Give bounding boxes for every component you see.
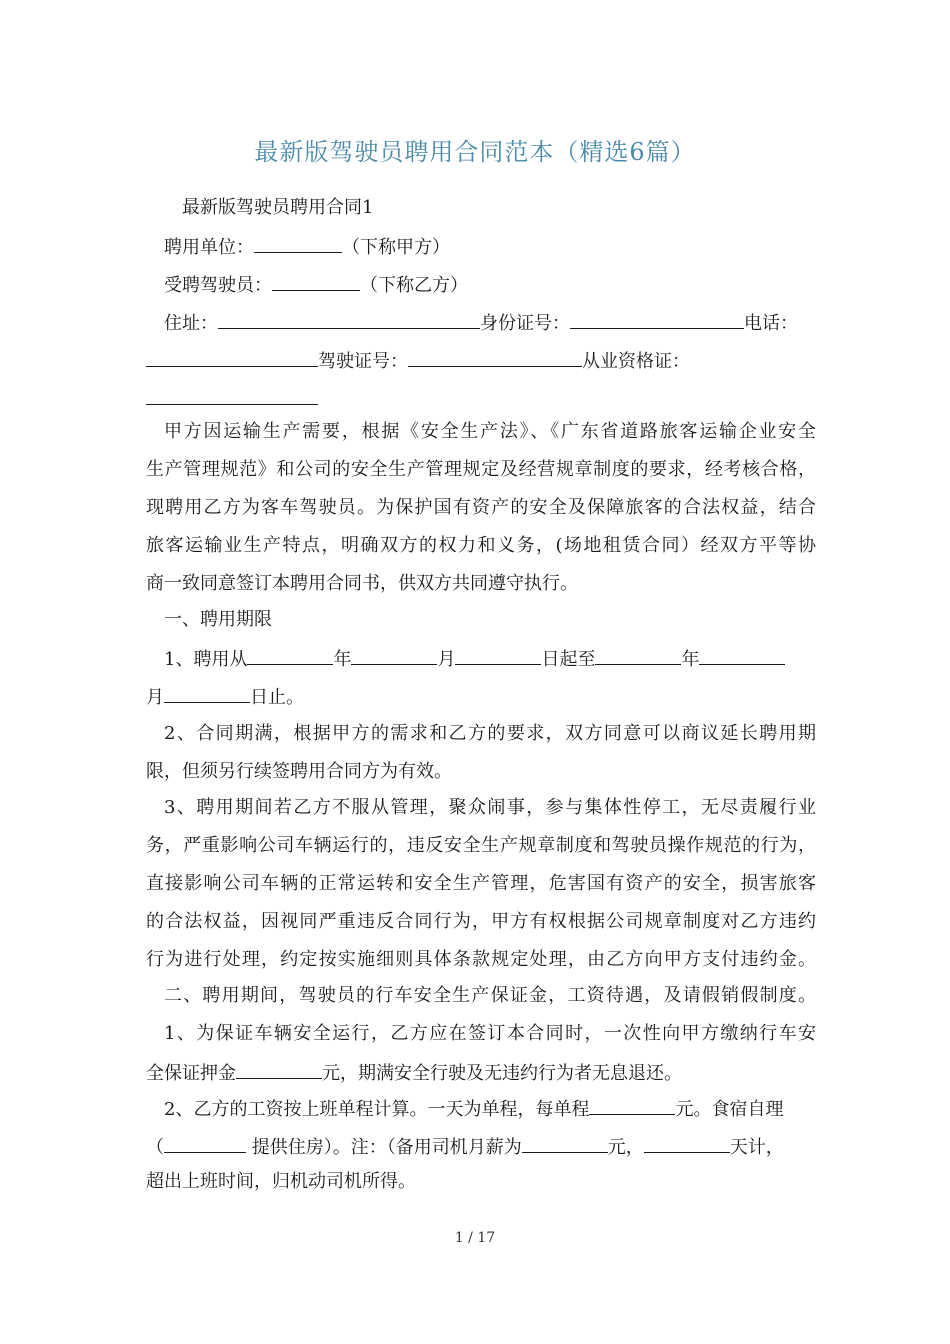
document-title: 最新版驾驶员聘用合同范本（精选6篇） [254,138,696,166]
license-blank[interactable] [408,348,582,367]
clause-line: 1、为保证车辆安全运行，乙方应在签订本合同时，一次性向甲方缴纳行车安 [164,1023,816,1044]
driver-blank[interactable] [272,272,360,291]
id-blank[interactable] [570,310,744,329]
address-row [164,310,834,336]
employer-suffix: （下称甲方） [342,237,450,258]
deposit-blank[interactable] [236,1060,322,1079]
day-from-label: 日起至 [541,649,596,670]
employer-blank[interactable] [254,234,342,253]
driver-suffix: （下称乙方） [360,275,468,296]
phone-label: 电话： [744,313,798,334]
start-month-blank[interactable] [351,646,437,665]
month-label: 月 [437,649,456,670]
backup-salary-blank[interactable] [522,1134,608,1153]
phone-blank[interactable] [146,348,318,367]
end-year-blank[interactable] [595,646,681,665]
cert-label: 从业资格证： [582,351,690,372]
intro-line: 商一致同意签订本聘用合同书，供双方共同遵守执行。 [146,573,578,594]
intro-line: 甲方因运输生产需要，根据《安全生产法》、《广东省道路旅客运输企业安全 [164,421,816,442]
paren-open: （ [146,1137,164,1158]
term-line [146,684,816,710]
wage-blank[interactable] [589,1096,675,1115]
year-label: 年 [333,649,352,670]
wage-line [164,1096,834,1122]
clause-line: 直接影响公司车辆的正常运转和安全生产管理，危害国有资产的安全，损害旅客 [146,873,816,894]
day-to-label: 日止。 [250,687,304,708]
term-prefix: 1、聘用从 [164,649,248,670]
id-label: 身份证号： [480,313,570,334]
housing-note: 提供住房）。注：（备用司机月薪为 [246,1137,522,1158]
section-heading: 一、聘用期限 [164,609,272,630]
clause-line: 2、合同期满，根据甲方的需求和乙方的要求，双方同意可以商议延长聘用期 [164,723,816,744]
clause-line: 的合法权益，因视同严重违反合同行为，甲方有权根据公司规章制度对乙方违约 [146,911,816,932]
days-label: 天计， [729,1137,784,1158]
deposit-line [146,1060,816,1086]
clause-line: 超出上班时间，归机动司机所得。 [146,1171,416,1192]
start-day-blank[interactable] [455,646,541,665]
license-row [146,348,816,374]
clause-line: 行为进行处理，约定按实施细则具体条款规定处理，由乙方向甲方支付违约金。 [146,949,816,970]
driver-label: 受聘驾驶员： [164,275,272,296]
end-day-blank[interactable] [164,684,250,703]
wage-suffix: 元。食宿自理 [675,1099,784,1120]
year-label: 年 [681,649,700,670]
deposit-label: 全保证押金 [146,1063,236,1084]
cert-row [146,386,816,412]
intro-line: 生产管理规范》和公司的安全生产管理规定及经营规章制度的要求，经考核合格， [146,459,816,480]
address-blank[interactable] [218,310,480,329]
term-line [164,646,834,672]
wage-label: 2、乙方的工资按上班单程计算。一天为单程，每单程 [164,1099,590,1120]
employer-label: 聘用单位： [164,237,254,258]
start-year-blank[interactable] [247,646,333,665]
employer-field [164,234,834,260]
page-number: 1 / 17 [454,1230,496,1246]
driver-field [164,272,834,298]
license-label: 驾驶证号： [318,351,408,372]
end-month-blank[interactable] [699,646,785,665]
contract-subtitle: 最新版驾驶员聘用合同1 [182,197,374,218]
intro-line: 旅客运输业生产特点，明确双方的权力和义务，(场地租赁合同）经双方平等协 [146,535,816,556]
days-blank[interactable] [644,1134,730,1153]
intro-line: 现聘用乙方为客车驾驶员。为保护国有资产的安全及保障旅客的合法权益，结合 [146,497,816,518]
section-heading: 二、聘用期间，驾驶员的行车安全生产保证金，工资待遇，及请假销假制度。 [164,985,816,1006]
month-label: 月 [146,687,164,708]
deposit-suffix: 元，期满安全行驶及无违约行为者无息退还。 [322,1063,682,1084]
clause-line: 3、聘用期间若乙方不服从管理，聚众闹事，参与集体性停工，无尽责履行业 [164,797,816,818]
address-label: 住址： [164,313,218,334]
wage-note-line [146,1134,816,1160]
housing-blank[interactable] [164,1134,246,1153]
clause-line: 限，但须另行续签聘用合同方为有效。 [146,761,452,782]
clause-line: 务，严重影响公司车辆运行的，违反安全生产规章制度和驾驶员操作规范的行为， [146,835,816,856]
cert-blank[interactable] [146,386,318,405]
yuan-label: 元， [607,1137,644,1158]
